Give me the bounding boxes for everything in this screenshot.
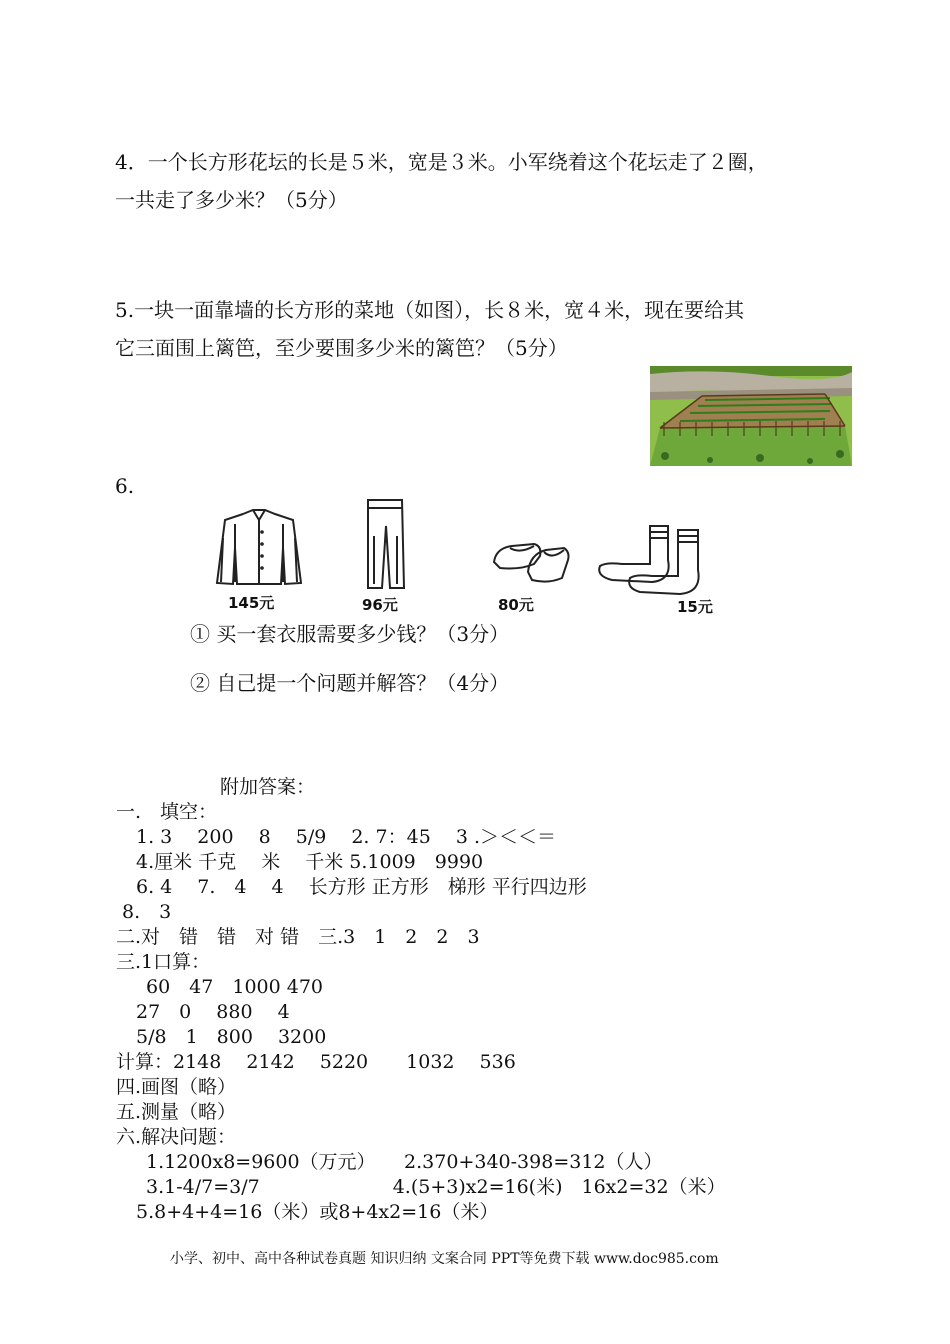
answer-line: 五.测量（略） — [116, 1101, 237, 1123]
q5-line2: 它三面围上篱笆，至少要围多少米的篱笆？（5分） — [115, 336, 568, 360]
answer-line: 4.厘米 千克 米 千米 5.1009 9990 — [136, 851, 484, 873]
answer-line: 3.1-4/7=3/7 4.(5+3)x2=16(米) 16x2=32（米） — [146, 1176, 726, 1198]
q6-subquestion-1: ① 买一套衣服需要多少钱？（3分） — [190, 622, 510, 646]
answer-line: 三.1口算： — [116, 951, 211, 973]
pants-image — [360, 496, 410, 592]
pants-price: 96元 — [362, 596, 398, 614]
answer-line: 1. 3 200 8 5/9 2. 7：45 3 .＞＜＜＝ — [136, 826, 556, 848]
jacket-image — [213, 508, 305, 588]
q6-number: 6. — [115, 474, 135, 498]
jacket-price: 145元 — [228, 594, 275, 612]
answer-line: 5.8+4+4=16（米）或8+4x2=16（米） — [136, 1201, 499, 1223]
footer-text: 小学、初中、高中各种试卷真题 知识归纳 文案合同 PPT等免费下载 www.doc985.com — [170, 1251, 719, 1267]
shoes-image — [490, 534, 572, 586]
q5-line1: 5.一块一面靠墙的长方形的菜地（如图），长８米，宽４米，现在要给其 — [115, 298, 745, 322]
answer-line: 六.解决问题： — [116, 1126, 237, 1148]
answer-line: 计算：2148 2142 5220 1032 536 — [116, 1051, 516, 1073]
answer-line: 5/8 1 800 3200 — [136, 1026, 327, 1048]
answer-line: 8. 3 — [122, 901, 172, 923]
answer-line: 60 47 1000 470 — [146, 976, 324, 998]
answer-line: 27 0 880 4 — [136, 1001, 290, 1023]
vegetable-garden-image — [650, 366, 852, 466]
q4-line1: 4．一个长方形花坛的长是５米，宽是３米。小军绕着这个花坛走了２圈， — [115, 150, 768, 174]
answers-title: 附加答案： — [220, 776, 316, 798]
answer-line: 6. 4 7. 4 4 长方形 正方形 梯形 平行四边形 — [136, 876, 587, 898]
answer-line: 二.对 错 错 对 错 三.3 1 2 2 3 — [116, 926, 480, 948]
answer-line: 四.画图（略） — [116, 1076, 237, 1098]
socks-image — [592, 520, 714, 598]
socks-price: 15元 — [677, 598, 713, 616]
answer-line: 1.1200x8=9600（万元） 2.370+340-398=312（人） — [146, 1151, 663, 1173]
q4-line2: 一共走了多少米？（5分） — [115, 188, 348, 212]
answer-line: 一. 填空： — [116, 801, 218, 823]
shoes-price: 80元 — [498, 596, 534, 614]
q6-subquestion-2: ② 自己提一个问题并解答？（4分） — [190, 671, 510, 695]
